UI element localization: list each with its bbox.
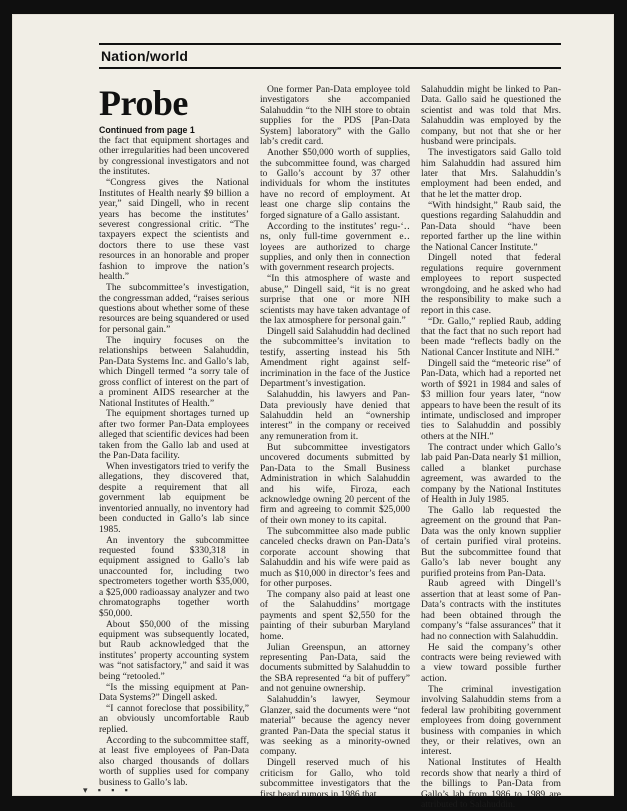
paragraph: One former Pan-Data employee told investigators she accompanied Salahuddin “to the NIH store to obtain supplies for the PDS [Pan-Data System] laboratory” with the Gallo lab’s credit card.: [260, 84, 410, 148]
paragraph: Raub agreed with Dingell’s assertion that at least some of Pan-Data’s contracts with the institutes had been obtained through the company’s “false assurances” that it had no connection with Salahuddin.: [421, 578, 561, 642]
paragraph: Dingell said the “meteoric rise” of Pan-Data, which had a reported net worth of $921 in 1984 and sales of $3 million four years later, “now appears to have been the result of its intimate, undisclosed and improper ties to Salahuddin and possibly others at the NIH.”: [421, 357, 561, 442]
paragraph: “I cannot foreclose that possibility,” an obviously uncomfortable Raub replied.: [99, 702, 249, 735]
paragraph: About $50,000 of the missing equipment was subsequently located, but Raub acknowledged that the institutes’ property accounting system was “not satisfactory,” and said it was being “retooled.”: [99, 618, 249, 682]
paragraph: Salahuddin, his lawyers and Pan-Data previously have denied that Salahuddin held an “ownership interest” in the company or received any remuneration from it.: [260, 389, 410, 442]
paragraph: “In this atmosphere of waste and abuse,” Dingell said, “it is no great surprise that one or more NIH scientists may have taken advantage of the lax atmosphere for personal gain.”: [260, 273, 410, 327]
paragraph: Dingell noted that federal regulations require government employees to report suspected wrongdoing, and he asked who had the responsibility to make such a report in this case.: [421, 252, 561, 316]
paragraph: The equipment shortages turned up after two former Pan-Data employees alleged that scientific devices had been taken from the Gallo lab and used at the Pan-Data facility.: [99, 408, 249, 462]
paragraph: The Gallo lab requested the agreement on the ground that Pan-Data was the only known supplier of certain purified viral proteins. But the subcommittee found that Gallo’s lab never bought any purified proteins from Pan-Data.: [421, 504, 561, 579]
newspaper-clipping: [12, 14, 614, 811]
paragraph: “Congress gives the National Institutes of Health nearly $9 billion a year,” said Dingell, who in recent years has become the institutes’ severest congressional critic. “The taxpayers expect the scientists and doctors there to use these vast resources in an honorable and proper fashion to improve the nation’s health.”: [99, 177, 249, 283]
continued-line: Continued from page 1: [99, 125, 195, 135]
paragraph: National Institutes of Health records show that nearly a third of the billings to Pan-Data from Gallo’s lab from 1986 to 1989 are attributed to Salahuddin.: [421, 757, 561, 811]
paragraph: The subcommittee’s investigation, the congressman added, “raises serious questions about whether some of these resources are being squandered or used for personal gain.”: [99, 282, 249, 335]
paragraph: “With hindsight,” Raub said, the questions regarding Salahuddin and Pan-Data should “have been reported farther up the line within the National Cancer Institute.”: [421, 199, 561, 253]
paragraph: “Dr. Gallo,” replied Raub, adding that the fact that no such report had been made “reflects badly on the National Cancer Institute and NIH.”: [421, 315, 561, 358]
paragraph: Julian Greenspun, an attorney representing Pan-Data, said the documents submitted by Salahuddin to the SBA represented “a bit of puffery” and not genuine ownership.: [260, 641, 410, 695]
paragraph: But subcommittee investigators uncovered documents submitted by Pan-Data to the Small Business Administration in which Salahuddin and his wife, Firoza, each acknowledge owning 20 percent of the firm and agreeing to commit $25,000 of their own money to its capital.: [260, 441, 410, 526]
section-title: Nation/world: [101, 48, 189, 64]
footer-marks: ▾ ▪ ▪ ▪: [83, 785, 132, 795]
paragraph: The contract under which Gallo’s lab paid Pan-Data nearly $1 million, called a blanket purchase agreement, was awarded to the company by the National Institutes of Health in July 1985.: [421, 441, 561, 506]
article-column-2: [260, 85, 410, 801]
paragraph: According to the subcommittee staff, at least five employees of Pan-Data also charged thousands of dollars worth of supplies used for company business to Gallo’s lab.: [99, 734, 249, 788]
paragraph: Dingell reserved much of his criticism for Gallo, who told subcommittee investigators that the first heard rumors in 1986 that: [260, 757, 410, 800]
paragraph: According to the institutes’ regu-‘‥ns, only full-time government e‥ loyees are authorized to charge supplies, and only then in connection with government research projects.: [260, 220, 410, 274]
paragraph: Dingell said Salahuddin had declined the subcommittee’s invitation to testify, asserting instead his 5th Amendment right against self-incrimination in the face of the Justice Department’s investigation.: [260, 325, 410, 390]
paragraph: When investigators tried to verify the allegations, they discovered that, despite a requirement that all government lab equipment be inventoried annually, no inventory had been conducted in Gallo’s lab since 1985.: [99, 461, 249, 535]
paragraph: the fact that equipment shortages and other irregularities had been uncovered by congressional investigators and not the institutes.: [99, 135, 249, 178]
paragraph: An inventory the subcommittee requested found $330,318 in equipment assigned to Gallo’s lab unaccounted for, including two spectrometers together worth $35,000, a $25,000 radioassay analyzer and two chromatographs together worth $50,000.: [99, 534, 249, 619]
paragraph: The subcommittee also made public canceled checks drawn on Pan-Data’s corporate account showing that Salahuddin and his wife were paid as much as $10,000 in director’s fees and for other purposes.: [260, 525, 410, 590]
section-header-bar: [99, 43, 561, 69]
paragraph: The investigators said Gallo told him Salahuddin had assured him later that Mrs. Salahuddin’s employment had been ended, and that he let the matter drop.: [421, 147, 561, 200]
headline: Probe: [99, 83, 188, 123]
paragraph: Salahuddin might be linked to Pan-Data. Gallo said he questioned the scientist and was told that Mrs. Salahuddin was employed by the company, but not that she or her husband were principals.: [421, 84, 561, 148]
paragraph: Another $50,000 worth of supplies, the subcommittee found, was charged to Gallo’s account by 37 other individuals for whom the institutes have no record of employment. At least one charge slip contains the forged signature of a Gallo assistant.: [260, 147, 410, 221]
paragraph: “Is the missing equipment at Pan-Data Systems?” Dingell asked.: [99, 681, 249, 704]
paragraph: The inquiry focuses on the relationships between Salahuddin, Pan-Data Systems Inc. and Gallo’s lab, which Dingell termed “a sorry tale of gross conflict of interest on the part of a prominent AIDS researcher at the National Institutes of Health.”: [99, 334, 249, 409]
paragraph: The company also paid at least one of the Salahuddins’ mortgage payments and spent $2,550 for the painting of their suburban Maryland home.: [260, 588, 410, 642]
article-column-3: [421, 85, 561, 811]
paragraph: The criminal investigation involving Salahuddin stems from a federal law prohibiting government employees from doing government business with companies in which they, or their relatives, own an interest.: [421, 683, 561, 758]
paragraph: Salahuddin’s lawyer, Seymour Glanzer, said the documents were “not material” because the agency never granted Pan-Data the special status it was seeking as a minority-owned company.: [260, 694, 410, 758]
paragraph: He said the company’s other contracts were being reviewed with a view toward possible further action.: [421, 641, 561, 684]
article-column-1: [99, 85, 249, 788]
